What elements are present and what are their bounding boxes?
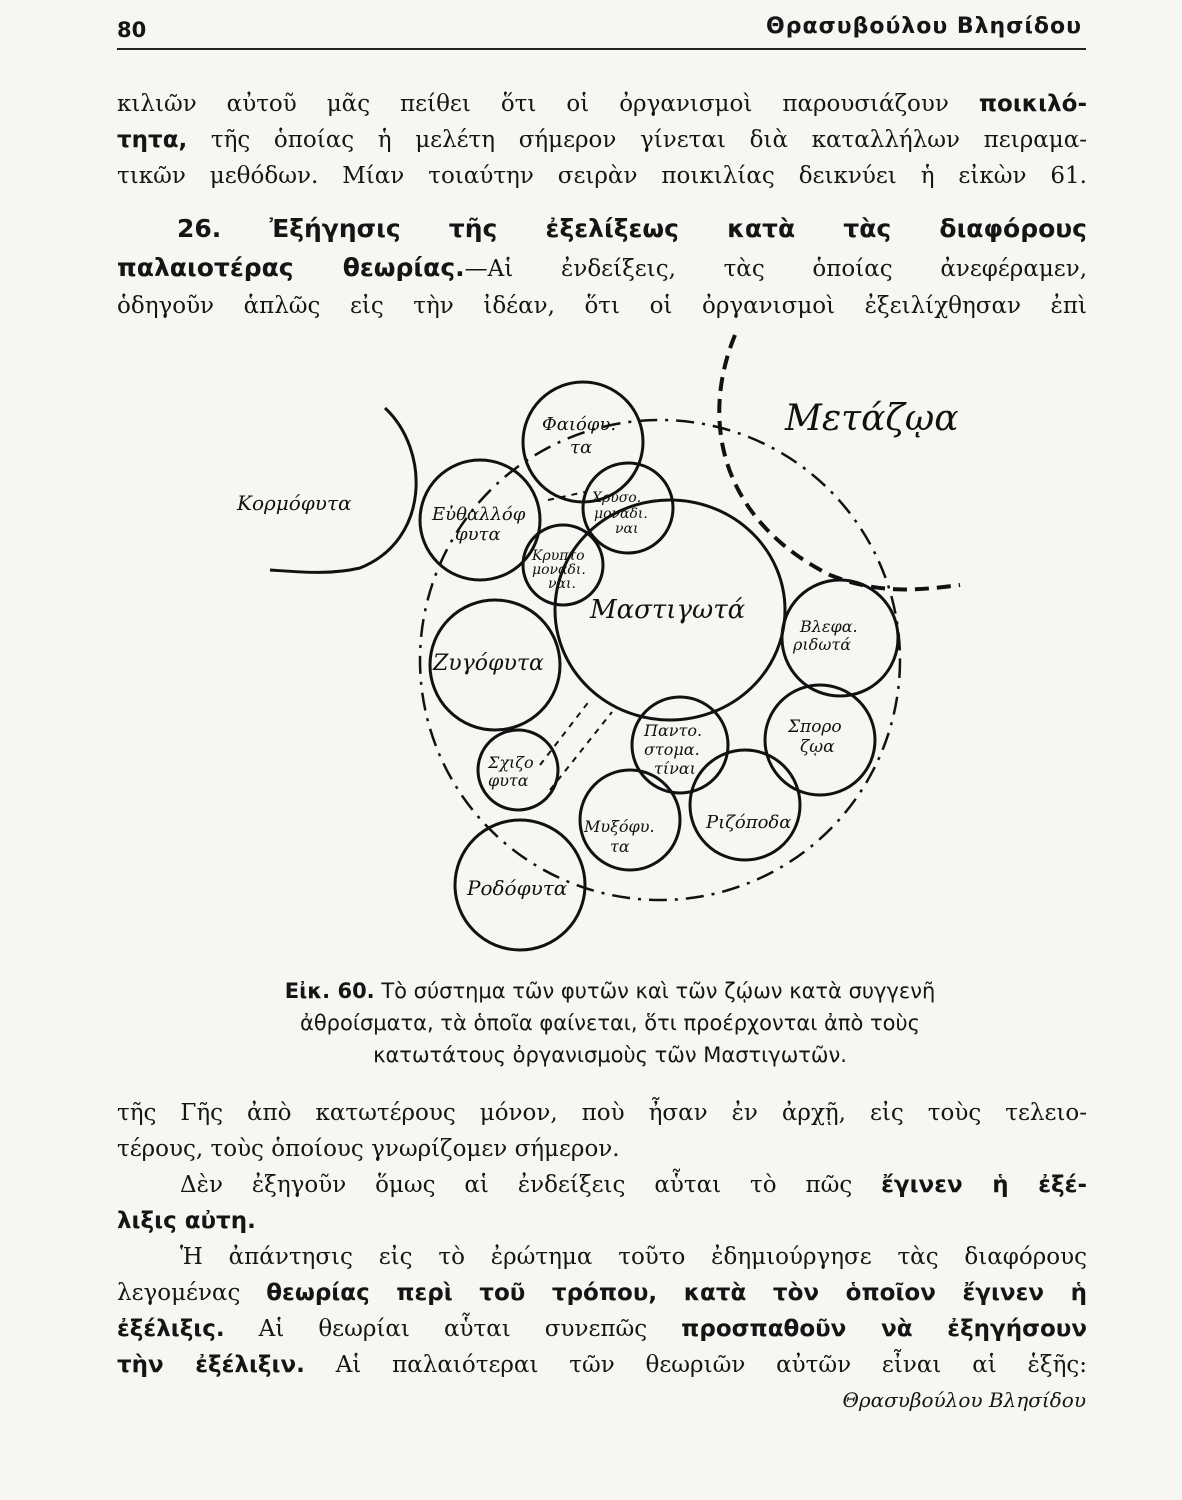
- label-blephar-2: ριδωτά: [793, 635, 852, 654]
- body-line-1-bold: ποικιλό-: [978, 91, 1087, 117]
- label-myxo-1: Μυξόφυ.: [584, 817, 655, 836]
- bottom-line-4-bold: λιξις αὐτη.: [117, 1208, 256, 1234]
- label-schizo-1: Σχιζο: [488, 753, 534, 772]
- label-zygophyta: Ζυγόφυτα: [433, 651, 544, 676]
- bottom-line-7-text: Αἱ θεωρίαι αὗται συνεπῶς: [224, 1316, 682, 1342]
- connector-2: [540, 700, 590, 765]
- label-schizo-2: φυτα: [488, 771, 529, 790]
- bottom-line-3: [180, 1167, 1087, 1203]
- figure-caption-label: Εἰκ. 60.: [284, 979, 375, 1003]
- bottom-line-3-text: Δὲν ἐξηγοῦν ὅμως αἱ ἐνδείξεις αὗται τὸ πῶς: [180, 1172, 882, 1198]
- bottom-line-7-bold-2: προσπαθοῦν νὰ ἐξηγήσουν: [681, 1316, 1087, 1342]
- label-pantostom-2: στομα.: [644, 740, 700, 759]
- metazoa-boundary: [719, 335, 960, 589]
- label-rhizopoda: Ριζόποδα: [706, 812, 792, 833]
- label-sporozoa-2: ζῳα: [800, 737, 835, 757]
- label-phaeophyta-1: Φαιόφυ.: [542, 414, 617, 435]
- bottom-line-6-text: λεγομένας: [117, 1280, 267, 1306]
- bottom-line-5: Ἡ ἀπάντησις εἰς τὸ ἐρώτημα τοῦτο ἐδημιούργησε τὰς διαφόρους: [180, 1244, 1087, 1270]
- body-line-2-bold: τητα,: [117, 127, 188, 153]
- label-myxo-2: τα: [610, 837, 630, 856]
- label-pantostom-1: Παντο.: [644, 721, 703, 740]
- bottom-line-6: [117, 1275, 1087, 1311]
- figure-caption-line-1: [180, 975, 1040, 1007]
- figure-caption-line-3: κατωτάτους ὀργανισμοὺς τῶν Μαστιγωτῶν.: [373, 1043, 847, 1067]
- bottom-line-6-bold: θεωρίας περὶ τοῦ τρόπου, κατὰ τὸν ὁποῖον ἔγινεν ἡ: [266, 1280, 1088, 1306]
- bottom-line-7: [117, 1311, 1087, 1347]
- signature: Θρασυβούλου Βλησίδου: [842, 1388, 1086, 1412]
- rhizopoda-circle: [690, 750, 800, 860]
- bottom-line-8-bold: τὴν ἐξέλιξιν.: [117, 1352, 305, 1378]
- label-chryso-1: Χρυσο.: [592, 490, 642, 506]
- section-heading: 26. Ἐξήγησις τῆς ἐξελίξεως κατὰ τὰς διαφόρους: [177, 214, 1087, 243]
- page-number: 80: [117, 18, 147, 42]
- section-line-2-text: —Αἱ ἐνδείξεις, τὰς ὁποίας ἀνεφέραμεν,: [464, 256, 1088, 282]
- bottom-line-1: τῆς Γῆς ἀπὸ κατωτέρους μόνον, ποὺ ἦσαν ἐν ἀρχῇ, εἰς τοὺς τελειο-: [117, 1100, 1087, 1126]
- section-line-3: ὁδηγοῦν ἁπλῶς εἰς τὴν ἰδέαν, ὅτι οἱ ὀργανισμοὶ ἐξειλίχθησαν ἐπὶ: [117, 293, 1087, 319]
- body-line-3: τικῶν μεθόδων. Μίαν τοιαύτην σειρὰν ποικιλίας δεικνύει ἡ εἰκὼν 61.: [117, 163, 1087, 189]
- bottom-line-4: [117, 1203, 1087, 1239]
- label-euthallo-2: φυτα: [455, 524, 501, 545]
- figure-caption-text-1: Τὸ σύστημα τῶν φυτῶν καὶ τῶν ζῴων κατὰ συγγενῆ: [374, 979, 936, 1003]
- label-kormophyta: Κορμόφυτα: [237, 491, 352, 515]
- label-chryso-2: μοναδι.: [594, 506, 648, 522]
- label-sporozoa-1: Σπορο: [788, 717, 842, 737]
- label-krypto-3: ναι.: [548, 576, 576, 592]
- label-chryso-3: ναι: [615, 521, 639, 537]
- label-krypto-1: Κρυπτο: [532, 548, 585, 564]
- label-mastigota: Μαστιγωτά: [590, 595, 746, 625]
- label-metazoa: Μετάζῳα: [785, 398, 959, 439]
- body-line-2-text: τῆς ὁποίας ἡ μελέτη σήμερον γίνεται διὰ καταλλήλων πειραμα-: [187, 127, 1087, 153]
- bottom-line-3-bold: ἔγινεν ἡ ἐξέ-: [881, 1172, 1087, 1198]
- label-pantostom-3: τίναι: [654, 759, 696, 778]
- label-rhodophyta: Ροδόφυτα: [467, 876, 568, 900]
- bottom-line-7-bold: ἐξέλιξις.: [117, 1316, 225, 1342]
- label-blephar-1: Βλεφα.: [800, 617, 858, 636]
- figure-caption-line-2: ἀθροίσματα, τὰ ὁποῖα φαίνεται, ὅτι προέρχονται ἀπὸ τοὺς: [299, 1011, 920, 1035]
- label-phaeophyta-2: τα: [570, 437, 593, 458]
- body-line-1-text: κιλιῶν αὐτοῦ μᾶς πείθει ὅτι οἱ ὀργανισμοὶ παρουσιάζουν: [117, 91, 979, 117]
- bottom-line-8-text: Αἱ παλαιότεραι τῶν θεωριῶν αὐτῶν εἶναι αἱ ἑξῆς:: [304, 1352, 1087, 1378]
- bottom-line-8: [117, 1347, 1087, 1383]
- label-euthallo-1: Εὐθαλλόφ: [432, 504, 526, 525]
- section-heading-cont: παλαιοτέρας θεωρίας.: [117, 253, 465, 282]
- label-krypto-2: μοναδι.: [532, 562, 586, 578]
- running-title: Θρασυβούλου Βλησίδου: [766, 14, 1082, 39]
- bottom-line-2: τέρους, τοὺς ὁποίους γνωρίζομεν σήμερον.: [117, 1136, 620, 1162]
